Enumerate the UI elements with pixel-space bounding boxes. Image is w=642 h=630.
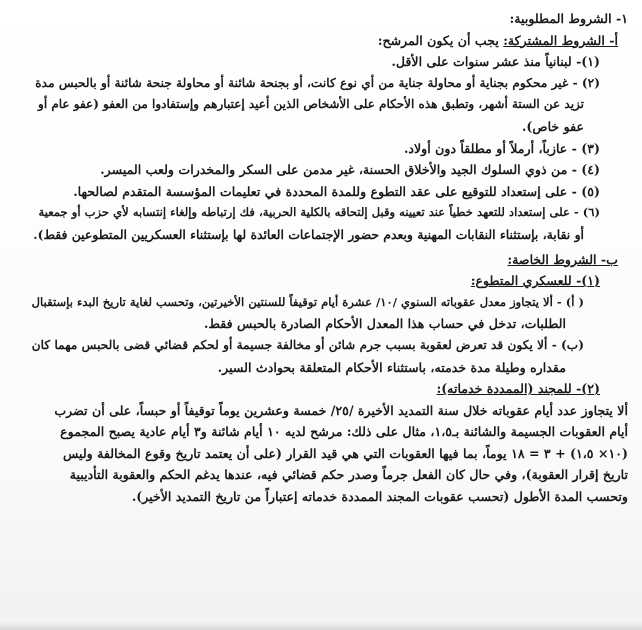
condition-item-continuation: عفو خاص). [522,118,584,134]
volunteer-item-continuation: الطلبات، تدخل في حساب هذا المعدل الأحكام الصادرة بالحبس فقط. [203,316,566,332]
condition-item: (٣) - عازباً، أرملاً أو مطلقاً دون أولاد. [403,140,600,156]
condition-item: (٤) - من ذوي السلوك الجيد والأخلاق الحسنة، غير مدمن على السكر والمخدرات ولعب الميسر. [100,162,600,178]
volunteer-item: (ب) - ألا يكون قد تعرض لعقوبة بسبب جرم شائن أو مخالفة جسيمة أو لحكم قضائي قضى بالحبس مهما كان [31,337,584,352]
common-conditions-label: أ- الشروط المشتركة: [503,32,618,48]
condition-item: (٥) - على إستعداد للتوقيع على عقد التطوع وللمدة المحددة في تعليمات المؤسسة المتقدم لصالحها. [73,183,600,199]
conscript-paragraph-line: وتحسب المدة الأطول (تحسب عقوبات المجند الممددة خدماته إعتباراً من تاريخ التمديد الأخير). [131,489,628,505]
condition-item: (٦) - على إستعداد للتعهد خطياً عند تعيينه وقبل إلتحاقه بالكلية الحربية، فك إرتباطه وإلغاء إنتسابه لأي حزب أو جمعية [38,205,600,220]
special-conditions-heading: ب- الشروط الخاصة: [507,251,618,267]
document-body [30,8,628,508]
condition-item-continuation: تزيد عن الستة أشهر، وتطبق هذه الأحكام على الأشخاص الذين أعيد إعتبارهم وإستفادوا من العفو (عفو عام أو [38,97,584,112]
conscript-paragraph-line: تاريخ إقرار العقوبة)، وفي حال كان الفعل جرماً وصدر حكم قضائي فيه، عندها يدغم الحكم والعقوبة التأديبية [69,467,628,483]
condition-item: (٢) - غير محكوم بجناية أو محاولة جناية من أي نوع كانت، أو بجنحة شائنة أو محاولة جنحة شائنة أو بالحبس مدة [35,75,600,90]
common-conditions-heading [30,30,628,52]
conscript-paragraph-line: أيام العقوبات الجسيمة والشائنة بـ١،٥، مثال على ذلك: مرشح لديه ١٠ أيام شائنة و٣ أيام عادية يصبح المجموع [60,424,628,440]
volunteer-item-continuation: مقداره وطيلة مدة خدمته، باستثناء الأحكام المتعلقة بحوادث السير. [217,359,566,375]
conscript-heading: (٢)- للمجند (الممددة خدماته): [436,381,600,397]
condition-item-continuation: أو نقابة، بإستثناء النقابات المهنية وبعدم حضور الإجتماعات العائدة لها بإستثناء العسكريين المتطوعين فقط). [33,226,584,242]
common-conditions-intro: يجب أن يكون المرشح: [377,32,504,48]
conscript-paragraph-line: (١٠× ١،٥) + ٣ = ١٨ يوماً، بما فيها العقوبات التي هي قيد القرار (على أن يعتمد تاريخ وقوع المخالفة وليس [62,445,628,461]
volunteer-heading: (١)- للعسكري المتطوع: [470,273,600,289]
condition-item: (١)- لبنانياً منذ عشر سنوات على الأقل. [391,54,600,70]
section-title: ١- الشروط المطلوبية: [509,11,628,26]
page-edge-shadow [0,622,642,630]
volunteer-item: ( أ) - ألا يتجاوز معدل عقوباته السنوي /١٠/ عشرة أيام توقيفاً للسنتين الأخيرتين، وتحسب لغاية تاريخ البدء بإستقبال [31,294,584,309]
conscript-paragraph-line: ألا يتجاوز عدد أيام عقوباته خلال سنة التمديد الأخيرة /٢٥/ خمسة وعشرين يوماً توقيفاً أو حبساً، على أن تضرب [54,402,628,418]
